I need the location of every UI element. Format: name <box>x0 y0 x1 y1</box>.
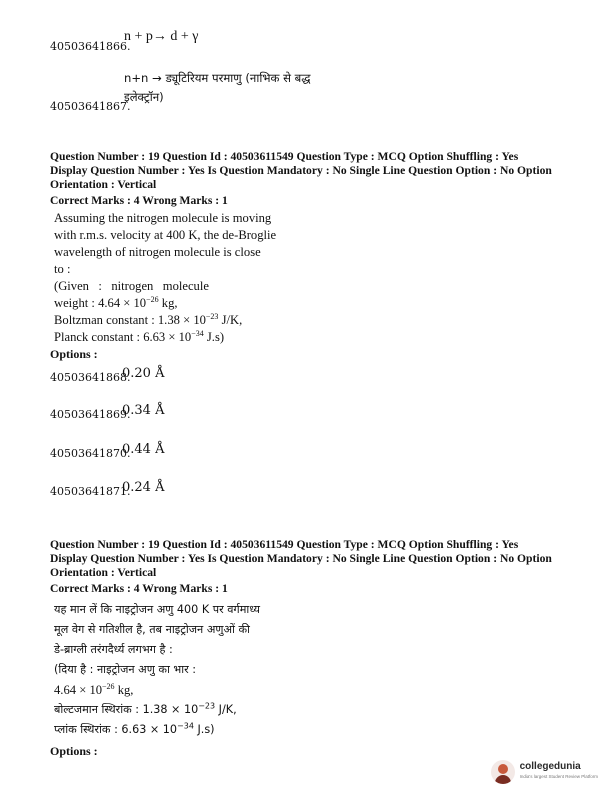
question-line: मूल वेग से गतिशील है, तब नाइट्रोजन अणुओं की <box>54 623 250 636</box>
boltzman-line: बोल्टजमान स्थिरांक : $1.38 \times 10^{-23}$ J/K, <box>54 701 237 716</box>
meta-line: Display Question Number : Yes Is Question Mandatory : No Single Line Question Option : No Option <box>50 164 552 177</box>
planck-line: प्लांक स्थिरांक : $6.63 \times 10^{-34}$ J.s) <box>54 721 215 736</box>
option-id: 40503641871. <box>50 485 131 498</box>
option-text: 0.34 Å <box>122 403 165 418</box>
weight-line: weight : $4.64 \times 10^{-26}$ kg, <box>54 294 178 310</box>
planck-line: Planck constant : $6.63 \times 10^{-34}$ J.s) <box>54 328 225 344</box>
question-line: (दिया है : नाइट्रोजन अणु का भार : <box>54 663 197 676</box>
meta-line: Orientation : Vertical <box>50 566 157 579</box>
meta-line: Display Question Number : Yes Is Question Mandatory : No Single Line Question Option : No Option <box>50 552 552 565</box>
option-text: 0.20 Å <box>122 366 165 381</box>
options-label: Options : <box>50 744 98 758</box>
logo-tagline: India's largest Student Review Platform <box>519 774 598 779</box>
option-id: 40503641866. <box>50 40 131 53</box>
meta-line: Question Number : 19 Question Id : 40503611549 Question Type : MCQ Option Shuffling : Yes <box>50 150 519 163</box>
given-head: (Given : nitrogen molecule <box>54 279 209 293</box>
question-line: डे-ब्राग्ली तरंगदैर्ध्य लगभग है : <box>54 643 173 656</box>
logo-text <box>520 762 598 782</box>
marks-line: Correct Marks : 4 Wrong Marks : 1 <box>50 582 228 595</box>
boltzman-line: Boltzman constant : $1.38 \times 10^{-23}$ J/K, <box>54 311 243 327</box>
question-text <box>54 210 294 346</box>
meta-line: Question Number : 19 Question Id : 40503611549 Question Type : MCQ Option Shuffling : Yes <box>50 538 519 551</box>
question-line: with r.m.s. velocity at 400 K, the de-Broglie <box>54 228 277 242</box>
question-line: to : <box>54 262 71 276</box>
question-text-hindi <box>54 600 314 740</box>
option-text-line1: n+n → ड्यूटिरियम परमाणु (नाभिक से बद्ध <box>124 71 311 85</box>
option-text: 0.24 Å <box>122 480 165 495</box>
person-avatar-icon <box>491 760 515 784</box>
option-text: n + p→ d + γ <box>124 29 199 44</box>
option-id: 40503641869. <box>50 408 131 421</box>
option-text: 0.44 Å <box>122 442 165 457</box>
option-text-line2: इलेक्ट्रॉन) <box>124 90 164 104</box>
logo-name: collegedunia <box>519 761 581 772</box>
meta-line: Orientation : Vertical <box>50 178 157 191</box>
options-label: Options : <box>50 347 98 361</box>
option-id: 40503641867. <box>50 100 131 113</box>
option-id: 40503641870. <box>50 447 131 460</box>
question-line: Assuming the nitrogen molecule is moving <box>54 211 272 225</box>
marks-line: Correct Marks : 4 Wrong Marks : 1 <box>50 194 228 207</box>
question-line: wavelength of nitrogen molecule is close <box>54 245 261 259</box>
option-id: 40503641868. <box>50 371 131 384</box>
weight-line: $4.64 \times 10^{-26}$ kg, <box>54 681 134 697</box>
collegedunia-logo <box>491 760 598 784</box>
question-line: यह मान लें कि नाइट्रोजन अणु 400 K पर वर्गमाध्य <box>54 603 261 616</box>
